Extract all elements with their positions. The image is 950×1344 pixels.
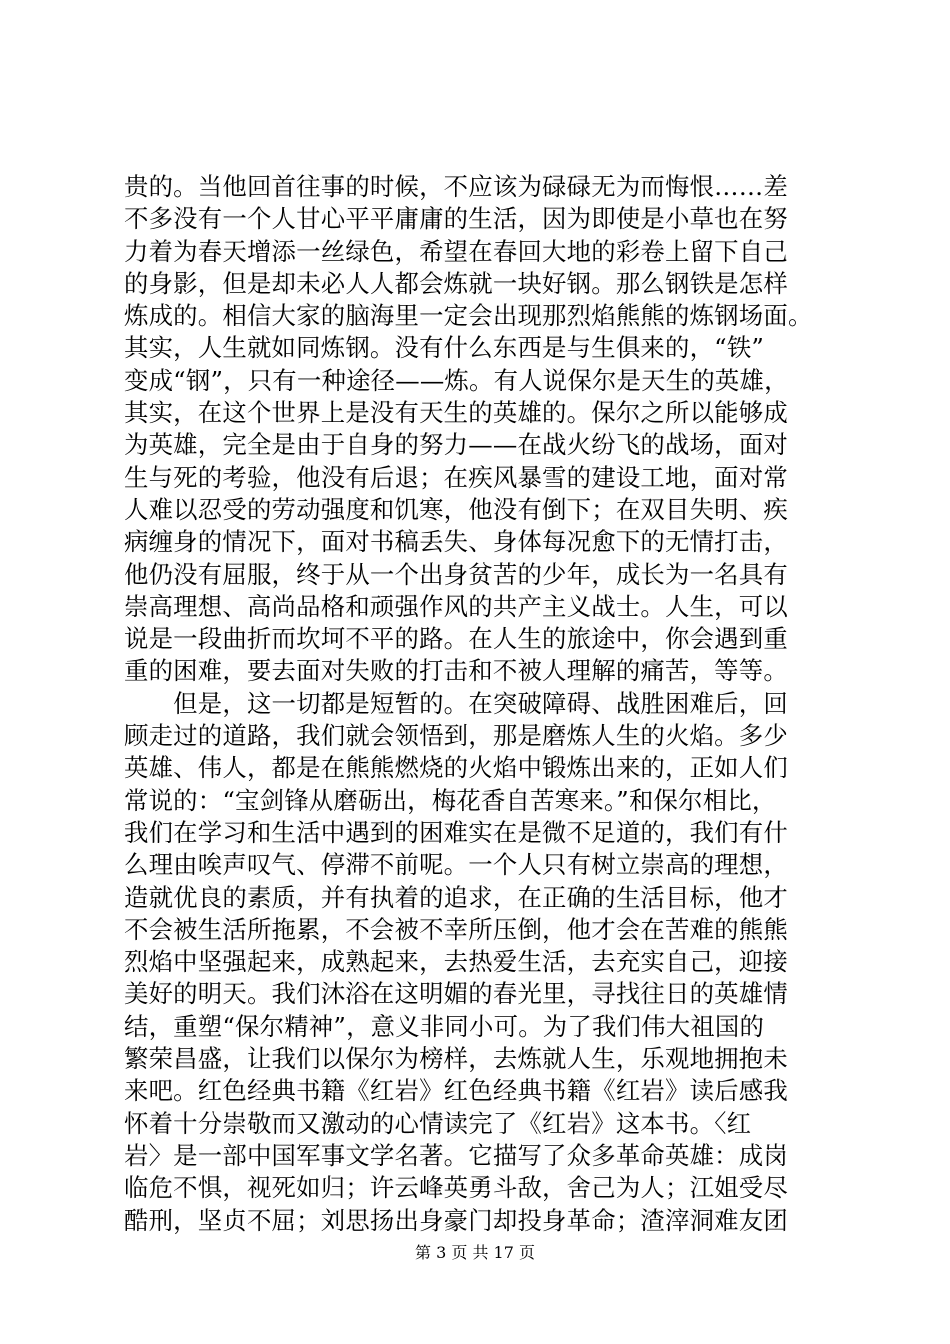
text-line: 不会被生活所拖累，不会被不幸所压倒，他才会在苦难的熊熊 <box>124 914 788 944</box>
text-line: 炼成的。相信大家的脑海里一定会出现那烈焰熊熊的炼钢场面。 <box>124 301 813 331</box>
text-line: 他仍没有屈服，终于从一个出身贫苦的少年，成长为一名具有 <box>124 559 788 589</box>
text-line: 结，重塑“保尔精神”，意义非同小可。为了我们伟大祖国的 <box>124 1011 765 1041</box>
text-line: 变成“钢”，只有一种途径——炼。有人说保尔是天生的英雄， <box>124 365 789 395</box>
text-line: 生与死的考验，他没有后退；在疾风暴雪的建设工地，面对常 <box>124 462 788 492</box>
page-number-footer: 第 3 页 共 17 页 <box>415 1243 535 1262</box>
text-line: 其实，在这个世界上是没有天生的英雄的。保尔之所以能够成 <box>124 398 788 428</box>
text-line: 贵的。当他回首往事的时候，不应该为碌碌无为而悔恨……差 <box>124 172 788 201</box>
text-line: 顾走过的道路，我们就会领悟到，那是磨炼人生的火焰。多少 <box>124 721 788 751</box>
text-line: 酷刑，坚贞不屈；刘思扬出身豪门却投身革命；渣滓洞难友团 <box>124 1205 788 1235</box>
text-line: 烈焰中坚强起来，成熟起来，去热爱生活，去充实自己，迎接 <box>124 947 788 977</box>
text-line: 重的困难，要去面对失败的打击和不被人理解的痛苦，等等。 <box>124 656 788 686</box>
text-line: 么理由唉声叹气、停滞不前呢。一个人只有树立崇高的理想， <box>124 850 788 880</box>
text-line: 但是，这一切都是短暂的。在突破障碍、战胜困难后，回 <box>124 688 788 718</box>
text-line: 不多没有一个人甘心平平庸庸的生活，因为即使是小草也在努 <box>124 204 788 234</box>
text-line: 繁荣昌盛，让我们以保尔为榜样，去炼就人生，乐观地拥抱未 <box>124 1044 788 1074</box>
text-line: 来吧。红色经典书籍《红岩》红色经典书籍《红岩》读后感我 <box>124 1076 788 1106</box>
text-line: 其实，人生就如同炼钢。没有什么东西是与生俱来的，“铁” <box>124 333 765 363</box>
text-line: 人难以忍受的劳动强度和饥寒，他没有倒下；在双目失明、疾 <box>124 494 788 524</box>
text-line: 造就优良的素质，并有执着的追求，在正确的生活目标，他才 <box>124 882 788 912</box>
text-line: 崇高理想、高尚品格和顽强作风的共产主义战士。人生，可以 <box>124 591 788 621</box>
text-line: 临危不惧，视死如归；许云峰英勇斗敌，舍己为人；江姐受尽 <box>124 1173 788 1203</box>
text-line: 病缠身的情况下，面对书稿丢失、身体每况愈下的无情打击， <box>124 527 788 557</box>
text-line: 美好的明天。我们沐浴在这明媚的春光里，寻找往日的英雄情 <box>124 979 788 1009</box>
text-line: 怀着十分崇敬而又激动的心情读完了《红岩》这本书。〈红 <box>124 1108 752 1138</box>
text-line: 的身影，但是却未必人人都会炼就一块好钢。那么钢铁是怎样 <box>124 268 788 298</box>
text-line: 我们在学习和生活中遇到的困难实在是微不足道的，我们有什 <box>124 817 788 847</box>
text-line: 力着为春天增添一丝绿色，希望在春回大地的彩卷上留下自己 <box>124 236 788 266</box>
text-line: 岩〉是一部中国军事文学名著。它描写了众多革命英雄：成岗 <box>124 1140 788 1170</box>
text-line: 常说的：“宝剑锋从磨砺出，梅花香自苦寒来。”和保尔相比， <box>124 785 777 815</box>
text-line: 英雄、伟人，都是在熊熊燃烧的火焰中锻炼出来的，正如人们 <box>124 753 788 783</box>
body-text <box>124 171 854 1237</box>
text-line: 为英雄，完全是由于自身的努力——在战火纷飞的战场，面对 <box>124 430 788 460</box>
text-line: 说是一段曲折而坎坷不平的路。在人生的旅途中，你会遇到重 <box>124 624 788 654</box>
